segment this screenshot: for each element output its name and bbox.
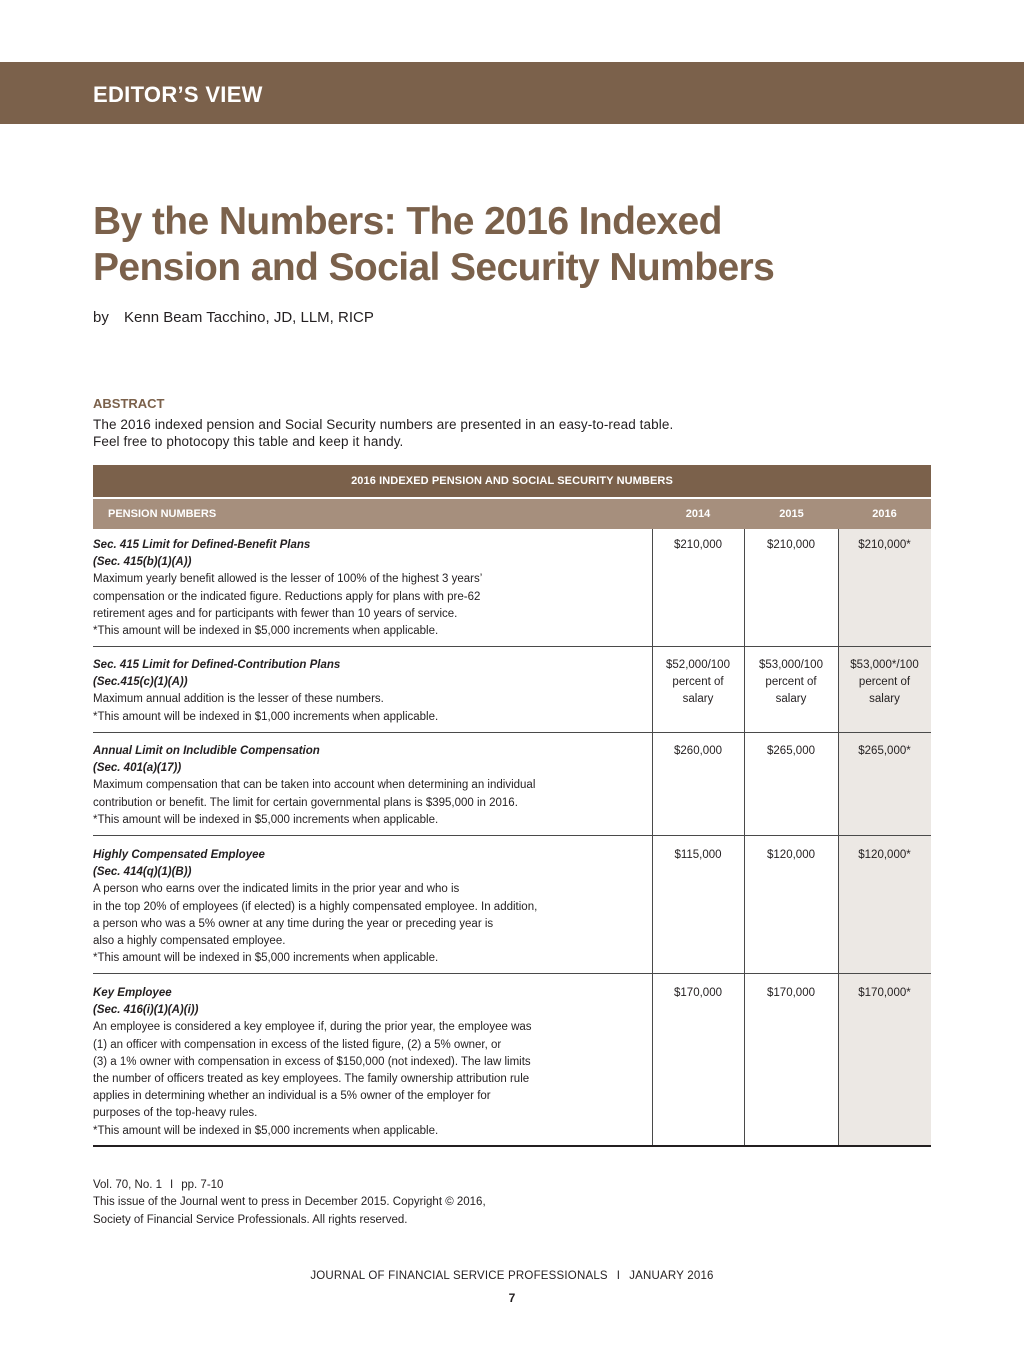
value-line: $52,000/100 <box>666 659 730 671</box>
row-title: Annual Limit on Includible Compensation <box>93 745 320 757</box>
article-title-line-2: Pension and Social Security Numbers <box>93 246 775 289</box>
row-code-section: (Sec. 401(a)(17)) <box>93 762 182 775</box>
row-title: Sec. 415 Limit for Defined-Benefit Plans <box>93 539 311 551</box>
value-line: $170,000* <box>858 987 911 999</box>
column-divider <box>744 529 745 1146</box>
byline-label: by <box>93 309 109 326</box>
row-description-line: *This amount will be indexed in $5,000 increments when applicable. <box>93 813 439 826</box>
row-description-line: Maximum annual addition is the lesser of these numbers. <box>93 693 384 706</box>
abstract-line-2: Feel free to photocopy this table and keep it handy. <box>93 434 404 449</box>
value-line: $53,000/100 <box>759 659 823 671</box>
column-divider <box>838 529 839 1146</box>
value-cell-2014 <box>652 985 744 1002</box>
value-cell-2014 <box>652 537 744 554</box>
value-cell-2015 <box>744 743 838 760</box>
author-name: Kenn Beam Tacchino, JD, LLM, RICP <box>124 309 374 326</box>
row-description-line: An employee is considered a key employee if, during the prior year, the employee was <box>93 1021 532 1034</box>
volume: Vol. 70, No. 1 <box>93 1179 163 1191</box>
volume-separator: I <box>170 1179 174 1191</box>
value-cell-2016 <box>838 743 931 760</box>
row-title: Sec. 415 Limit for Defined-Contribution Plans <box>93 659 341 671</box>
table-row <box>93 657 648 726</box>
value-line: $120,000 <box>767 849 815 861</box>
article-title-line-1: By the Numbers: The 2016 Indexed <box>93 200 722 243</box>
value-cell-2016 <box>838 847 931 864</box>
value-line: $260,000 <box>674 745 722 757</box>
section-label: EDITOR’S VIEW <box>93 82 263 107</box>
row-description-line: compensation or the indicated figure. Reductions apply for plans with pre-62 <box>93 590 481 603</box>
byline <box>93 309 374 326</box>
row-description-line: Maximum yearly benefit allowed is the lesser of 100% of the highest 3 years’ <box>93 573 483 586</box>
table-title: 2016 INDEXED PENSION AND SOCIAL SECURITY NUMBERS <box>93 465 931 497</box>
row-description-line: retirement ages and for participants with fewer than 10 years of service. <box>93 607 458 620</box>
copyright-note: Society of Financial Service Professionals. All rights reserved. <box>93 1213 408 1226</box>
abstract-heading: ABSTRACT <box>93 396 165 411</box>
row-description-line: *This amount will be indexed in $5,000 increments when applicable. <box>93 952 439 965</box>
table-row <box>93 743 648 829</box>
page-number: 7 <box>508 1291 516 1305</box>
value-cell-2016 <box>838 985 931 1002</box>
value-line: $120,000* <box>858 849 911 861</box>
column-header-2016: 2016 <box>872 508 897 520</box>
value-line: salary <box>869 693 900 706</box>
value-cell-2015 <box>744 985 838 1002</box>
abstract-line-1: The 2016 indexed pension and Social Security numbers are presented in an easy-to-read table. <box>93 417 674 432</box>
value-line: percent of <box>672 676 724 689</box>
table-row <box>93 537 648 640</box>
column-header-2014: 2014 <box>685 508 711 520</box>
row-description-line: the number of officers treated as key employees. The family ownership attribution rule <box>93 1073 530 1086</box>
value-cell-2014 <box>652 847 744 864</box>
value-line: $53,000*/100 <box>850 659 919 671</box>
issue-date: JANUARY 2016 <box>629 1270 714 1282</box>
row-description-line: *This amount will be indexed in $5,000 increments when applicable. <box>93 625 439 638</box>
row-description-line: contribution or benefit. The limit for certain governmental plans is $395,000 in 2016. <box>93 796 518 809</box>
row-description-line: in the top 20% of employees (if elected) is a highly compensated employee. In addition, <box>93 900 538 913</box>
row-description-line: also a highly compensated employee. <box>93 935 286 948</box>
value-cell-2016 <box>838 657 931 709</box>
article-title <box>93 199 933 291</box>
footer-separator: I <box>616 1270 621 1282</box>
row-title: Key Employee <box>93 987 172 999</box>
table-row <box>93 847 648 967</box>
value-line: $265,000* <box>858 745 911 757</box>
row-code-section: (Sec. 415(b)(1)(A)) <box>93 556 192 569</box>
value-cell-2014 <box>652 743 744 760</box>
table-row <box>93 985 648 1140</box>
table-header-row <box>93 499 931 529</box>
row-description-line: (3) a 1% owner with compensation in excess of $150,000 (not indexed). The law limits <box>93 1055 531 1068</box>
value-line: salary <box>682 693 714 706</box>
column-2016-shading <box>838 529 931 1146</box>
volume-line <box>93 1177 486 1194</box>
row-description-line: a person who was a 5% owner at any time during the year or preceding year is <box>93 917 494 930</box>
table-bottom-rule <box>93 1145 931 1147</box>
value-line: $170,000 <box>767 987 815 999</box>
value-line: percent of <box>765 676 817 689</box>
journal-footer <box>0 1270 1024 1282</box>
page-range: pp. 7-10 <box>181 1179 224 1191</box>
value-cell-2015 <box>744 537 838 554</box>
value-line: $210,000 <box>674 539 722 551</box>
row-divider <box>93 835 931 836</box>
journal-name: JOURNAL OF FINANCIAL SERVICE PROFESSIONALS <box>310 1270 608 1282</box>
row-description-line: *This amount will be indexed in $5,000 increments when applicable. <box>93 1124 439 1137</box>
value-line: percent of <box>858 676 911 689</box>
row-divider <box>93 646 931 647</box>
row-title: Highly Compensated Employee <box>93 849 265 861</box>
row-description-line: Maximum compensation that can be taken into account when determining an individual <box>93 779 536 792</box>
value-cell-2014 <box>652 657 744 709</box>
row-divider <box>93 732 931 733</box>
publication-note <box>93 1177 486 1229</box>
value-cell-2015 <box>744 847 838 864</box>
value-line: $210,000 <box>767 539 815 551</box>
value-line: $210,000* <box>858 539 911 551</box>
value-line: $170,000 <box>674 987 722 999</box>
row-description-line: A person who earns over the indicated limits in the prior year and who is <box>93 883 460 896</box>
press-note: This issue of the Journal went to press in December 2015. Copyright © 2016, <box>93 1196 486 1209</box>
value-line: $265,000 <box>767 745 815 757</box>
row-description-line: purposes of the top-heavy rules. <box>93 1107 258 1120</box>
value-line: $115,000 <box>674 849 722 861</box>
value-cell-2016 <box>838 537 931 554</box>
column-header-pension-numbers: PENSION NUMBERS <box>108 508 217 520</box>
value-cell-2015 <box>744 657 838 709</box>
row-code-section: (Sec.415(c)(1)(A)) <box>93 676 188 689</box>
row-divider <box>93 973 931 974</box>
value-line: salary <box>775 693 807 706</box>
row-description-line: *This amount will be indexed in $1,000 increments when applicable. <box>93 710 439 723</box>
row-code-section: (Sec. 416(i)(1)(A)(i)) <box>93 1004 199 1017</box>
abstract-text <box>93 416 793 450</box>
column-header-2015: 2015 <box>779 508 804 520</box>
row-description-line: (1) an officer with compensation in excess of the listed figure, (2) a 5% owner, or <box>93 1038 502 1051</box>
column-divider <box>652 529 653 1146</box>
row-description-line: applies in determining whether an individual is a 5% owner of the employer for <box>93 1090 491 1103</box>
row-code-section: (Sec. 414(q)(1)(B)) <box>93 866 192 879</box>
